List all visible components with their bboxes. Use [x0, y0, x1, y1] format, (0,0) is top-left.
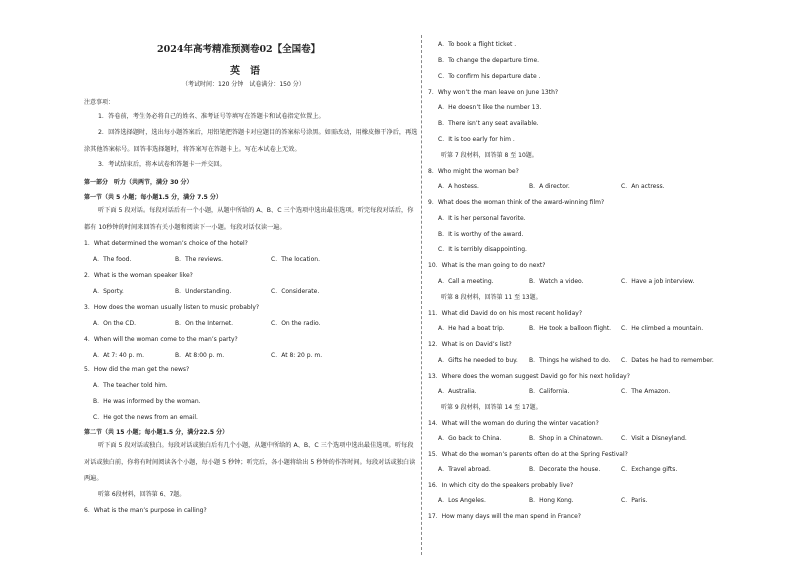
option-b: B．At 8:00 p. m. [175, 352, 225, 359]
question-5: 5．How did the man get the news? [84, 366, 190, 373]
question-16: 16．In which city do the speakers probably live? [428, 482, 574, 489]
question-2: 2．What is the woman speaker like? [84, 272, 193, 279]
question-1: 1．What determined the woman’s choice of the hotel? [84, 240, 248, 247]
question-15: 15．What do the woman’s parents often do at the Spring Festival? [428, 451, 628, 458]
exam-meta: （考试时间：120 分钟 试卷满分：150 分） [182, 81, 305, 88]
option-b: B．California. [529, 388, 570, 395]
question-7: 7．Why won’t the man leave on June 13th? [428, 89, 559, 96]
subject-title: 英 语 [230, 66, 260, 77]
option-b: B．On the Internet. [175, 320, 234, 327]
option-b: B．He took a balloon flight. [529, 325, 612, 332]
option-a: A．He doesn’t like the number 13. [438, 104, 542, 111]
option-a: A．On the CD. [93, 320, 137, 327]
option-c: C．Visit a Disneyland. [621, 435, 687, 442]
option-b: B．There isn’t any seat available. [438, 120, 539, 127]
option-b: B．Decorate the house. [529, 466, 601, 473]
option-b: B．Hong Kong. [529, 497, 574, 504]
note-2: 2．回答选择题时，选出每小题答案后，用铅笔把答题卡对应题目的答案标号涂黑。如需改动，用橡皮擦干净后，再选涂其他答案标号。回答非选择题时，将答案写在答题卡上。写在本试卷上无效。 [84, 129, 418, 153]
option-b: B．Shop in a Chinatown. [529, 435, 603, 442]
listen-instruction: 听第 8 段材料，回答第 11 至 13题。 [441, 294, 542, 301]
option-c: C．It is terribly disappointing. [438, 246, 527, 253]
option-c: C．He climbed a mountain. [621, 325, 704, 332]
option-a: A．Sporty. [93, 288, 124, 295]
listen-instruction: 听第 9 段材料，回答第 14 至 17题。 [441, 404, 542, 411]
listen-instruction: 听第 7 段材料，回答第 8 至 10题。 [441, 152, 538, 159]
option-c: C．It is too early for him . [438, 136, 515, 143]
option-c: C．Paris. [621, 497, 648, 504]
option-b: B．He was informed by the woman. [93, 398, 201, 405]
option-c: C．Dates he had to remember. [621, 357, 714, 364]
question-6: 6．What is the man’s purpose in calling? [84, 507, 207, 514]
column-divider [421, 35, 422, 555]
option-a: A．Los Angeles. [438, 497, 486, 504]
question-14: 14．What will the woman do during the winter vacation? [428, 420, 599, 427]
option-b: B．It is worthy of the award. [438, 231, 524, 238]
question-3: 3．How does the woman usually listen to music probably? [84, 304, 260, 311]
option-c: C．An actress. [621, 183, 665, 190]
option-c: C．On the radio. [271, 320, 321, 327]
question-9: 9．What does the woman think of the award-winning film? [428, 199, 605, 206]
exam-title: 2024年高考精准预测卷02【全国卷】 [157, 44, 321, 55]
option-c: C．Considerate. [271, 288, 320, 295]
section2-intro: 听下面 5 段对话或独白。每段对话或独白后有几个小题，从题中所给的 A、B、C 三个选项中选出最佳选项。听每段对话或独白前，你将有时间阅读各个小题，每小题 5 秒钟；听完后，各小题将给出 5 秒钟的作答时间。每段对话或独白读两遍。 [84, 442, 416, 482]
question-4: 4．When will the woman come to the man’s party? [84, 336, 238, 343]
option-a: A．Gifts he needed to buy. [438, 357, 518, 364]
option-c: C．He got the news from an email. [93, 414, 198, 421]
section1-heading: 第一节（共 5 小题；每小题1.5 分，满分 7.5 分） [84, 194, 222, 201]
question-13: 13．Where does the woman suggest David go for his next holiday? [428, 373, 630, 380]
notes-heading: 注意事项： [84, 99, 115, 106]
option-b: B．Watch a video. [529, 278, 584, 285]
option-c: C．Exchange gifts. [621, 466, 678, 473]
option-a: A．Call a meeting. [438, 278, 494, 285]
question-10: 10．What is the man going to do next? [428, 262, 546, 269]
option-b: B．Things he wished to do. [529, 357, 611, 364]
option-b: B．A director. [529, 183, 570, 190]
option-a: A．To book a flight ticket . [438, 41, 517, 48]
option-a: A．A hostess. [438, 183, 479, 190]
option-c: C．The Amazon. [621, 388, 671, 395]
part1-heading: 第一部分 听力（共两节，满分 30 分） [84, 179, 193, 186]
note-1: 1．答卷前，考生务必将自己的姓名、准考证号等填写在答题卡和试卷指定位置上。 [98, 113, 325, 120]
option-b: B．The reviews. [175, 256, 224, 263]
option-b: B．Understanding. [175, 288, 232, 295]
question-11: 11．What did David do on his most recent holiday? [428, 310, 583, 317]
listen-instruction: 听第 6段材料，回答第 6、7题。 [98, 491, 186, 498]
option-a: A．The teacher told him. [93, 382, 168, 389]
option-c: C．At 8: 20 p. m. [271, 352, 323, 359]
option-a: A．It is her personal favorite. [438, 215, 526, 222]
option-a: A．Travel abroad. [438, 466, 491, 473]
question-17: 17．How many days will the man spend in France? [428, 513, 581, 520]
note-3: 3．考试结束后，将本试卷和答题卡一并交回。 [98, 161, 226, 168]
option-b: B．To change the departure time. [438, 57, 540, 64]
question-8: 8．Who might the woman be? [428, 168, 519, 175]
question-12: 12．What is on David’s list? [428, 341, 512, 348]
section1-intro: 听下面 5 段对话。每段对话后有一个小题，从题中所给的 A、B、C 三个选项中选出最佳选项。听完每段对话后，你都有 10秒钟的时间来回答有关小题和阅读下一小题。每段对话仅读一遍。 [84, 207, 414, 231]
option-a: A．He had a boat trip. [438, 325, 505, 332]
option-c: C．To confirm his departure date . [438, 73, 541, 80]
option-a: A．The food. [93, 256, 132, 263]
option-c: C．Have a job interview. [621, 278, 695, 285]
option-a: A．At 7: 40 p. m. [93, 352, 145, 359]
option-a: A．Australia. [438, 388, 477, 395]
option-a: A．Go back to China. [438, 435, 502, 442]
section2-heading: 第二节（共 15 小题；每小题1.5 分，满分22.5 分） [84, 429, 229, 436]
option-c: C．The location. [271, 256, 320, 263]
